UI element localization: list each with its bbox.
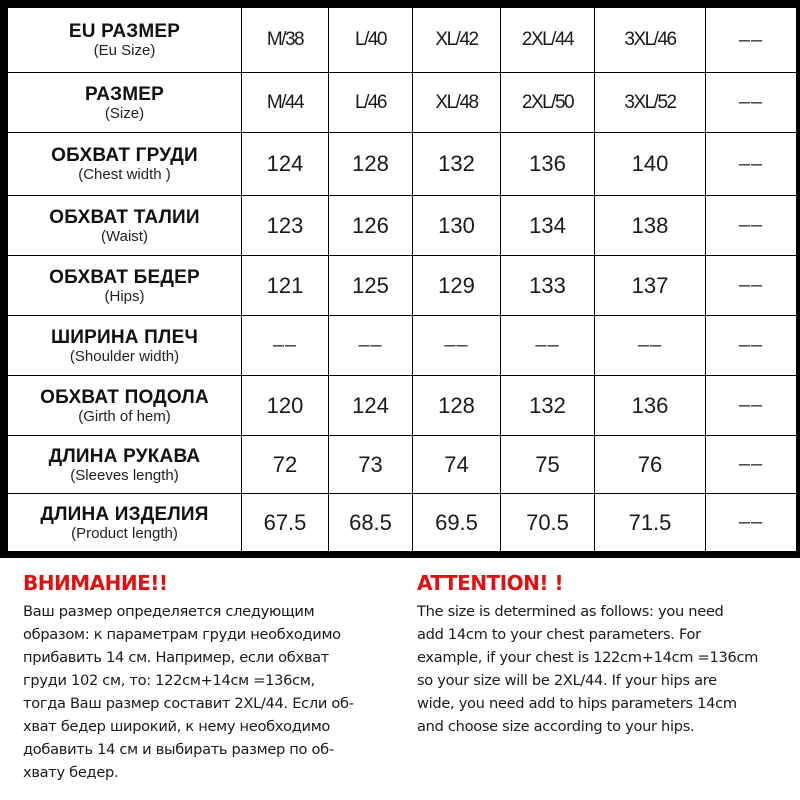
table-cell [242, 316, 329, 376]
table-cell [329, 133, 413, 196]
note-russian-title: ВНИМАНИЕ!! [23, 571, 168, 595]
table-cell [329, 256, 413, 316]
table-cell [706, 494, 797, 552]
note-line: хват бедер широкий, к нему необходимо [23, 718, 331, 735]
table-cell [501, 376, 595, 436]
cell-value: 124 [266, 151, 304, 176]
empty-value: –– [738, 91, 764, 113]
cell-value: 132 [438, 151, 475, 176]
cell-value: 120 [266, 392, 304, 418]
note-line: so your size will be 2XL/44. If your hips are [417, 672, 717, 689]
cell-value: 3XL/52 [624, 91, 676, 113]
empty-value: –– [738, 453, 764, 475]
row-label-cell [8, 494, 242, 552]
table-cell [413, 8, 501, 73]
table-row [8, 376, 797, 436]
note-line: добавить 14 см и выбирать размер по об- [23, 741, 334, 758]
cell-value: 133 [529, 272, 566, 298]
table-cell [413, 196, 501, 256]
table-cell [329, 494, 413, 552]
empty-value: –– [535, 334, 560, 356]
note-line: The size is determined as follows: you need [417, 603, 724, 620]
table-cell [413, 316, 501, 376]
cell-value: L/46 [355, 91, 386, 113]
cell-value: L/40 [355, 29, 386, 50]
note-line: and choose size according to your hips. [417, 718, 695, 735]
cell-value: XL/42 [435, 29, 478, 50]
empty-value: –– [738, 274, 764, 296]
table-cell [329, 196, 413, 256]
cell-value: 68.5 [349, 509, 392, 535]
table-cell [413, 73, 501, 133]
note-line: тогда Ваш размер составит 2XL/44. Если об- [23, 695, 354, 712]
empty-value: –– [358, 334, 383, 356]
table-cell [242, 494, 329, 552]
table-cell [413, 376, 501, 436]
row-label-ru: ОБХВАТ ПОДОЛА [40, 386, 209, 408]
table-cell [242, 376, 329, 436]
table-cell [595, 436, 706, 494]
table-cell [501, 8, 595, 73]
cell-value: 2XL/50 [521, 91, 574, 113]
table-cell [242, 73, 329, 133]
cell-value: 2XL/44 [521, 29, 574, 50]
cell-value: 138 [631, 212, 669, 238]
row-label-ru: РАЗМЕР [85, 83, 164, 105]
cell-value: 128 [352, 151, 389, 176]
note-line: груди 102 см, то: 122см+14см =136см, [23, 672, 315, 689]
table-cell [501, 494, 595, 552]
cell-value: M/38 [266, 29, 304, 50]
note-english [417, 566, 800, 738]
row-label-cell [8, 196, 242, 256]
note-line: Ваш размер определяется следующим [23, 603, 315, 620]
cell-value: 71.5 [628, 509, 672, 535]
table-cell [242, 436, 329, 494]
cell-value: 128 [438, 392, 475, 418]
table-row [8, 73, 797, 133]
table-cell [329, 436, 413, 494]
cell-value: 73 [358, 451, 383, 477]
empty-value: –– [738, 28, 764, 51]
empty-value: –– [637, 334, 663, 356]
table-cell [413, 494, 501, 552]
table-cell [501, 436, 595, 494]
cell-value: 136 [631, 392, 669, 418]
cell-value: 129 [438, 272, 475, 298]
table-cell [501, 133, 595, 196]
row-label-en: (Product length) [71, 524, 178, 542]
cell-value: 134 [529, 212, 566, 238]
table-row [8, 196, 797, 256]
table-cell [595, 376, 706, 436]
size-table [7, 7, 797, 552]
table-cell [595, 494, 706, 552]
table-cell [706, 73, 797, 133]
row-label-cell [8, 8, 242, 73]
table-cell [595, 133, 706, 196]
row-label-ru: ОБХВАТ БЕДЕР [49, 266, 200, 288]
table-cell [413, 133, 501, 196]
cell-value: 76 [637, 451, 663, 477]
note-line: example, if your chest is 122cm+14cm =136cm [417, 649, 759, 666]
cell-value: 125 [352, 272, 389, 298]
table-cell [706, 256, 797, 316]
row-label-en: (Girth of hem) [78, 407, 171, 425]
note-english-title: ATTENTION! ! [417, 571, 564, 595]
table-cell [595, 196, 706, 256]
row-label-en: (Chest width ) [78, 166, 171, 183]
table-cell [501, 316, 595, 376]
row-label-ru: ДЛИНА РУКАВА [48, 445, 201, 467]
cell-value: 3XL/46 [624, 29, 676, 50]
cell-value: 136 [529, 151, 566, 176]
notes-section [0, 566, 800, 800]
cell-value: 121 [266, 272, 304, 298]
empty-value: –– [272, 334, 298, 356]
note-line: хвату бедер. [23, 764, 119, 781]
note-english-body [417, 600, 800, 738]
note-russian [23, 566, 408, 784]
table-cell [706, 196, 797, 256]
table-cell [413, 256, 501, 316]
table-cell [501, 196, 595, 256]
cell-value: 69.5 [435, 509, 478, 535]
cell-value: 72 [272, 451, 298, 477]
table-cell [595, 8, 706, 73]
table-row [8, 133, 797, 196]
table-cell [242, 196, 329, 256]
empty-value: –– [738, 511, 764, 533]
row-label-ru: ОБХВАТ ТАЛИИ [49, 206, 200, 228]
empty-value: –– [444, 334, 469, 356]
note-russian-body [23, 600, 408, 784]
table-cell [706, 436, 797, 494]
table-cell [329, 73, 413, 133]
table-cell [329, 316, 413, 376]
cell-value: 130 [438, 212, 475, 238]
row-label-en: (Sleeves length) [70, 466, 179, 484]
cell-value: 126 [352, 212, 389, 238]
cell-value: 67.5 [263, 509, 307, 535]
note-line: прибавить 14 см. Например, если обхват [23, 649, 329, 666]
table-row [8, 436, 797, 494]
table-cell [329, 8, 413, 73]
note-line: add 14cm to your chest parameters. For [417, 626, 701, 643]
empty-value: –– [738, 334, 764, 356]
table-cell [413, 436, 501, 494]
empty-value: –– [738, 394, 764, 416]
cell-value: 140 [631, 151, 669, 176]
table-cell [706, 133, 797, 196]
table-cell [242, 133, 329, 196]
row-label-en: (Shoulder width) [69, 347, 180, 365]
table-cell [242, 8, 329, 73]
table-cell [501, 73, 595, 133]
row-label-ru: EU РАЗМЕР [68, 21, 181, 42]
cell-value: XL/48 [435, 91, 478, 113]
cell-value: 124 [352, 392, 389, 418]
note-line: образом: к параметрам груди необходимо [23, 626, 341, 643]
table-cell [595, 256, 706, 316]
row-label-cell [8, 316, 242, 376]
empty-value: –– [738, 152, 764, 175]
row-label-cell [8, 256, 242, 316]
cell-value: 74 [444, 451, 469, 477]
row-label-ru: ОБХВАТ ГРУДИ [51, 145, 198, 166]
cell-value: 75 [535, 451, 560, 477]
row-label-cell [8, 436, 242, 494]
row-label-cell [8, 133, 242, 196]
row-label-en: (Size) [104, 104, 145, 122]
row-label-cell [8, 376, 242, 436]
table-row [8, 316, 797, 376]
table-cell [242, 256, 329, 316]
table-cell [706, 376, 797, 436]
cell-value: 70.5 [526, 509, 569, 535]
note-line: wide, you need add to hips parameters 14cm [417, 695, 737, 712]
table-cell [595, 316, 706, 376]
cell-value: 123 [266, 212, 304, 238]
empty-value: –– [738, 214, 764, 236]
table-cell [595, 73, 706, 133]
cell-value: M/44 [266, 91, 304, 113]
table-cell [706, 316, 797, 376]
table-cell [329, 376, 413, 436]
table-cell [706, 8, 797, 73]
row-label-en: (Waist) [101, 227, 148, 245]
cell-value: 132 [529, 392, 566, 418]
table-row [8, 256, 797, 316]
row-label-ru: ДЛИНА ИЗДЕЛИЯ [40, 503, 209, 525]
cell-value: 137 [631, 272, 669, 298]
table-row [8, 494, 797, 552]
table-cell [501, 256, 595, 316]
row-label-en: (Eu Size) [93, 42, 156, 59]
row-label-en: (Hips) [104, 287, 145, 305]
row-label-cell [8, 73, 242, 133]
table-row [8, 8, 797, 73]
row-label-ru: ШИРИНА ПЛЕЧ [50, 326, 198, 348]
